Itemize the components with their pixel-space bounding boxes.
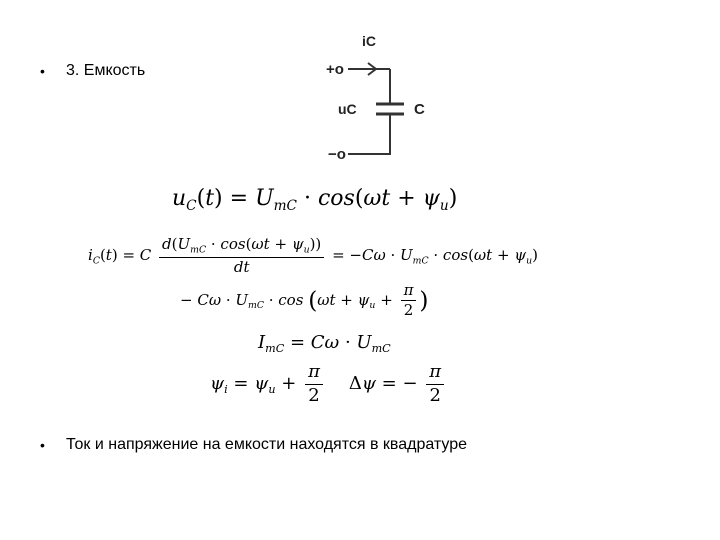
minus-terminal: −o	[328, 146, 346, 163]
voltage-label: uC	[338, 101, 357, 117]
current-equation-line2: − $C\omega \cdot U_{mC} \cdot \cos (\omega t + \psi_u$ + $\frac{\pi}{2}$ )	[180, 281, 429, 320]
bullet-marker: •	[40, 437, 45, 453]
capacitor-label: C	[414, 101, 425, 118]
capacitor-circuit-diagram	[318, 30, 448, 165]
bullet-marker: •	[40, 63, 45, 79]
phase-equations: $\psi_i = \psi_u$ + $\frac{\pi}{2}$ Δψ = − $\frac{\pi}{2}$	[210, 362, 447, 406]
voltage-equation: $u_C(t) = U_{mC} \cdot \cos(\omega t + \psi_u)$	[172, 186, 458, 214]
amplitude-equation: $I_{mC} = C\omega \cdot U_{mC}$	[258, 332, 391, 355]
current-label: iC	[362, 33, 376, 49]
plus-terminal: +o	[326, 61, 344, 78]
bullet-quadrature	[40, 436, 467, 454]
bullet-capacitance	[40, 62, 145, 80]
current-equation-line1: $i_C(t) = C$ $\frac{d(U_{mC} \cdot \cos(\omega t + \psi_u))}{dt}$ = $-C\omega \cdot U_{mC} \cdot \cos(\omega t + \psi_u)$	[88, 235, 538, 276]
quadrature-statement: Ток и напряжение на емкости находятся в квадратуре	[66, 436, 468, 453]
derivative-fraction: $\frac{d(U_{mC} \cdot \cos(\omega t + \psi_u))}{dt}$	[159, 236, 324, 276]
section-title: 3. Емкость	[66, 62, 146, 79]
